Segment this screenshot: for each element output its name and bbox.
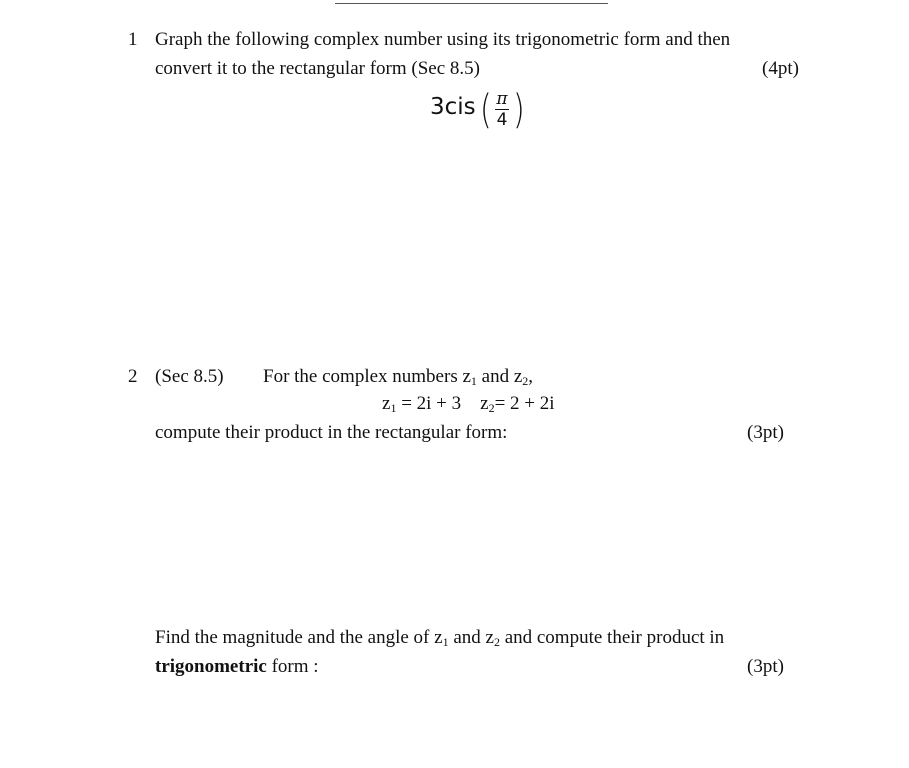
question-2-number: 2	[128, 366, 138, 387]
q3-sub-1: 1	[442, 635, 449, 649]
close-paren: )	[512, 87, 525, 133]
question-2-intro	[263, 366, 533, 389]
comma: ,	[528, 366, 534, 387]
eq2-variable: z	[480, 393, 489, 414]
question-3-points: (3pt)	[747, 656, 784, 677]
question-2-section: (Sec 8.5)	[155, 366, 224, 387]
question-2-points: (3pt)	[747, 422, 784, 443]
eq1-subscript: 1	[390, 401, 397, 415]
q3-text-c: and compute their product in	[499, 627, 725, 648]
question-1-line-1: Graph the following complex number using its trigonometric form and then	[155, 29, 731, 50]
z2-variable: z	[513, 366, 523, 387]
question-2-equations	[382, 393, 555, 416]
cis-coefficient: 3cis	[430, 94, 476, 120]
q3-line2-rest: form :	[266, 656, 319, 677]
z1-subscript: 1	[470, 374, 477, 388]
question-1-points: (4pt)	[762, 58, 799, 79]
fraction-numerator: π	[496, 89, 508, 109]
question-3-line-2	[155, 656, 319, 678]
z1-variable: z	[462, 366, 471, 387]
eq1-rhs: = 2i + 3	[396, 393, 462, 414]
question-1-line-2: convert it to the rectangular form (Sec 8.5)	[155, 58, 480, 79]
question-2-instruction: compute their product in the rectangular form:	[155, 422, 508, 443]
fraction-denominator: 4	[496, 110, 508, 130]
question-3-line-1	[155, 627, 724, 650]
and-text: and	[481, 366, 510, 387]
q3-text-b: and z	[448, 627, 494, 648]
trigonometric-bold: trigonometric	[155, 656, 267, 677]
eq1-variable: z	[382, 393, 391, 414]
pi-over-four-fraction	[492, 90, 512, 129]
intro-text: For the complex numbers	[263, 366, 458, 387]
eq2-subscript: 2	[488, 401, 495, 415]
question-1-number: 1	[128, 29, 138, 50]
q3-text-a: Find the magnitude and the angle of z	[155, 627, 443, 648]
z2-subscript: 2	[522, 374, 529, 388]
top-divider-line	[335, 3, 608, 4]
open-paren: (	[479, 87, 492, 133]
q3-sub-2: 2	[493, 635, 500, 649]
eq2-rhs: = 2 + 2i	[494, 393, 555, 414]
